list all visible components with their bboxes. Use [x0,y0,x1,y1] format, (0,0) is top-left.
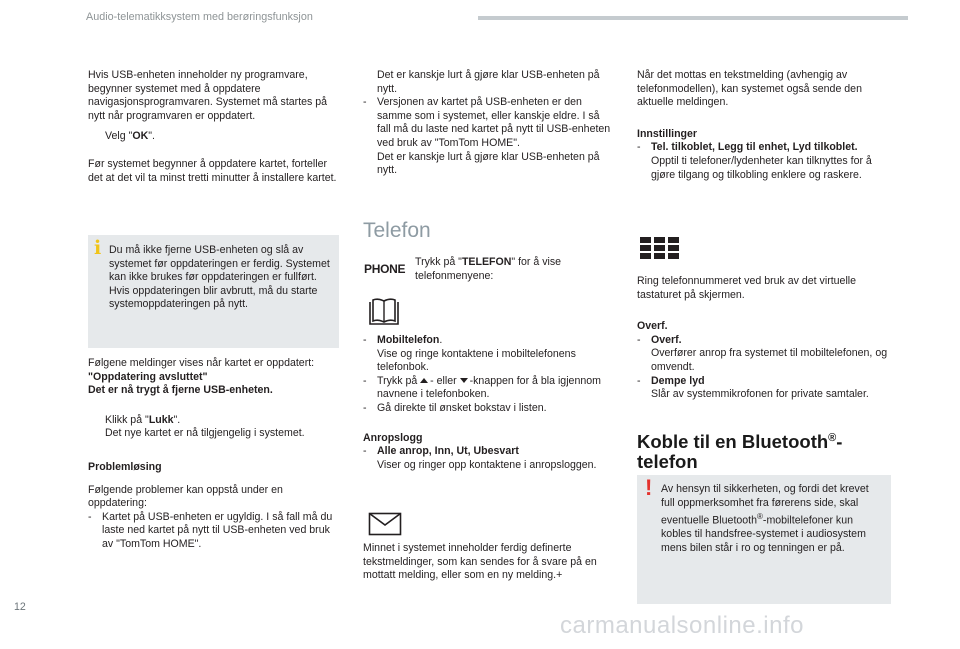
warning-note-text [661,483,885,556]
running-header: Audio-telematikksystem med berøringsfunksjon [86,11,313,23]
usb-update-paragraph: Hvis USB-enheten inneholder ny programvare, begynner systemet med å oppdatere navigasjonsprogramvaren. Systemet må startes på nytt når programvaren er oppdatert. [88,69,328,122]
innstillinger-item [637,141,892,182]
info-note-box [88,235,339,348]
column-1-lower [88,357,340,552]
list-dash: - [363,401,367,414]
anropslogg-item [363,445,615,472]
keypad-icon [640,237,680,265]
bluetooth-heading-hyphen: - [836,431,843,453]
list-dash: - [363,445,367,458]
telefon-instruction [415,256,605,283]
arrow-text-c: -knappen for å bla igjennom navnene i telefonboken. [377,374,601,401]
klikk-lukk-step [88,414,340,441]
arrow-down-icon [460,378,468,383]
telefon-heading: Telefon [363,219,431,242]
step-marker-icon [88,130,105,144]
klikk-text: Klikk på " [105,413,149,426]
innstillinger-heading: Innstillinger [637,127,698,140]
lukk-term: Lukk [148,413,174,426]
warning-text-b: -mobiltelefoner kun kobles til handsfree-systemet i audiosystem mens bilen står i ro og tenningen er på. [661,514,866,554]
message-1-text: Oppdatering avsluttet [93,370,203,383]
quote-close: " [202,370,208,383]
list-dash: - [88,510,92,523]
warning-text-a: Av hensyn til sikkerheten, og fordi det krevet full oppmerksomhet fra førerens side, skal eventuelle Bluetooth [661,483,869,527]
overf-term: Overf. [651,333,682,346]
registered-mark: ® [828,432,837,444]
warning-registered-mark: ® [757,512,763,522]
problem-intro: Følgende problemer kan oppstå under en oppdatering: [88,483,283,510]
anropslogg-term: Alle anrop, Inn, Ut, Ubesvart [377,445,519,458]
map-time-paragraph: Før systemet begynner å oppdatere kartet, forteller det at det vil ta minst tretti minutter å installere kartet. [88,157,337,184]
warning-note-box [637,475,891,604]
dempe-term: Dempe lyd [651,374,705,387]
velg-end: ". [148,130,155,143]
list-dash: - [637,333,641,346]
arrow-item [363,375,615,402]
trykk-end: " for å vise telefonmenyene: [415,256,562,282]
mobiltelefon-item [363,334,615,375]
dempe-item [637,375,892,402]
innstillinger-term: Tel. tilkoblet, Legg til enhet, Lyd tilkoblet. [651,141,858,154]
problem-item [88,511,340,552]
overf-item [637,334,892,375]
innstillinger-desc: Opptil ti telefoner/lydenheter kan tilknyttes for å gjøre tilgang og tilkobling enklere og raskere. [651,154,872,181]
overf-desc: Overfører anrop fra systemet til mobiltelefonen, og omvendt. [651,347,888,373]
velg-text: Velg " [105,130,133,143]
trykk-text: Trykk på " [415,256,462,268]
klikk-result: Det nye kartet er nå tilgjengelig i systemet. [105,427,305,440]
list-dash: - [363,96,367,109]
page-number: 12 [14,601,26,613]
ring-paragraph: Ring telefonnummeret ved bruk av det virtuelle tastaturet på skjermen. [637,275,857,301]
bluetooth-heading-text: Koble til en Bluetooth [637,431,829,453]
continued-text: Det er kanskje lurt å gjøre klar USB-enheten på nytt. [377,69,600,95]
velg-ok-step [88,130,340,144]
dempe-desc: Slår av systemmikrofonen for private samtaler. [651,388,869,401]
arrow-up-icon [420,378,428,383]
list-dash: - [363,374,367,387]
message-2: Det er nå trygt å fjerne USB-enheten. [88,384,273,397]
telefon-term: TELEFON [461,256,512,268]
problem-heading: Problemløsing [88,460,162,473]
anropslogg-desc: Viser og ringer opp kontaktene i anropsloggen. [377,458,597,471]
klikk-end: ". [173,413,181,426]
anropslogg-heading: Anropslogg [363,431,423,444]
sms-receive-paragraph: Når det mottas en tekstmelding (avhengig av telefonmodellen), kan systemet også sende den aktuelle meldingen. [637,69,862,109]
header-rule [478,16,908,20]
sms-paragraph: Minnet i systemet inneholder ferdig definerte tekstmeldinger, som kan sendes for å svare på en mottatt melding, eller som en ny melding.+ [363,542,597,582]
ok-term: OK [132,130,149,143]
version-item-tip: Det er kanskje lurt å gjøre klar USB-enheten på nytt. [377,150,600,177]
column-2-lower [363,334,615,472]
goto-text: Gå direkte til ønsket bokstav i listen. [377,401,547,414]
arrow-text-b: - eller [430,374,460,387]
step-marker-icon [88,414,105,441]
envelope-icon [368,512,402,536]
list-dash: - [637,374,641,387]
info-icon: i [94,237,102,259]
messages-intro: Følgene meldinger vises når kartet er oppdatert: [88,357,315,369]
quote-open: " [88,370,94,383]
bluetooth-heading [637,428,897,472]
goto-item [363,402,615,416]
phonebook-icon [367,297,401,327]
mobiltelefon-term: Mobiltelefon [377,334,440,346]
mobiltelefon-dot: . [439,334,443,346]
message-1 [88,371,340,385]
info-note-text: Du må ikke fjerne USB-enheten og slå av systemet før oppdateringen er ferdig. Systemet kan ikke brukes før oppdateringen er fullført. Hvis oppdateringen blir avbrutt, må du starte systemoppdateringen på nytt. [109,244,330,311]
arrow-text-a: Trykk på [377,374,421,387]
warning-icon: ! [645,475,653,500]
mobiltelefon-desc: Vise og ringe kontaktene i mobiltelefonens telefonbok. [377,347,576,374]
overf-heading: Overf. [637,320,668,333]
column-3 [637,69,892,182]
bluetooth-heading-telefon: telefon [637,451,698,473]
version-item [363,96,615,178]
watermark: carmanualsonline.info [560,612,804,639]
list-dash: - [363,334,367,346]
column-3-middle [637,275,892,402]
problem-item-text: Kartet på USB-enheten er ugyldig. I så fall må du laste ned kartet på nytt til USB-enheten ved bruk av "TomTom HOME". [102,510,333,550]
list-dash: - [637,141,641,154]
phone-button-icon: PHONE [364,262,406,276]
column-2 [363,69,615,178]
column-1 [88,69,340,185]
version-item-text: Versjonen av kartet på USB-enheten er den samme som i systemet, eller kanskje eldre. I så fall må du laste ned kartet på nytt til USB-enheten ved bruk av "TomTom HOME". [377,96,611,149]
